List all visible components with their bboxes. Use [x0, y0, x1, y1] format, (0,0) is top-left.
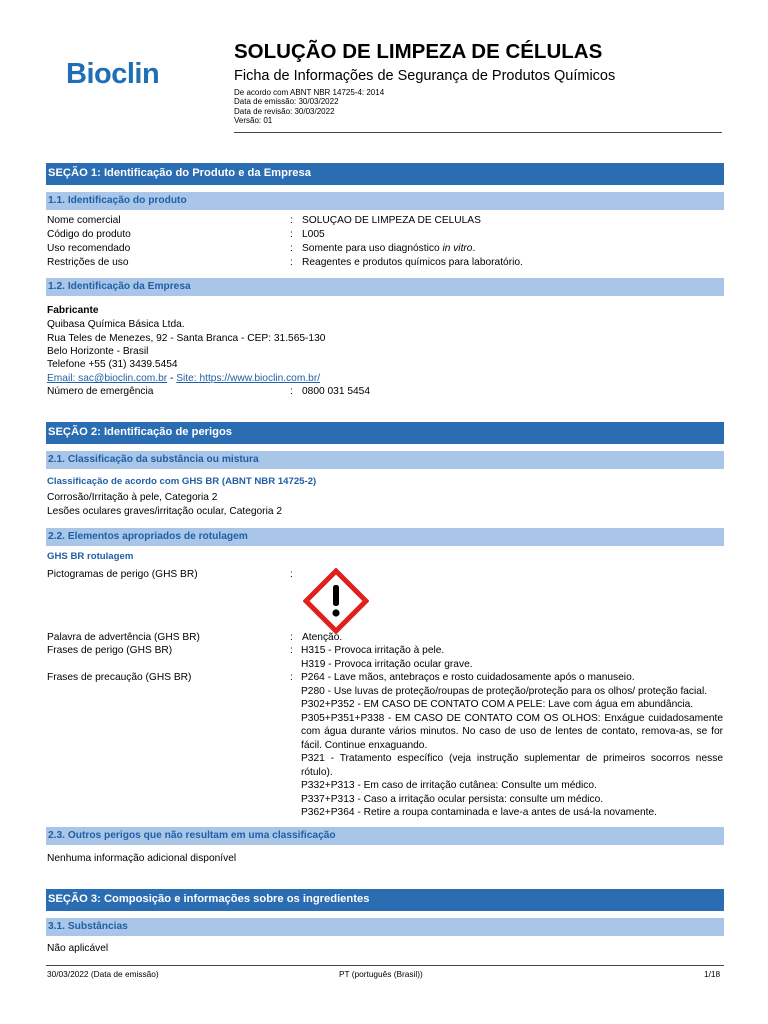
footer-issue-date: 30/03/2022 (Data de emissão)	[47, 969, 159, 979]
field-value: Reagentes e produtos químicos para laboratório.	[302, 257, 523, 268]
email-link[interactable]: Email: sac@bioclin.com.br	[47, 373, 168, 384]
field-label: Nome comercial	[47, 215, 121, 226]
hazard-statement: H319 - Provoca irritação ocular grave.	[301, 658, 473, 670]
field-label: Restrições de uso	[47, 257, 129, 268]
recommended-use-row	[47, 243, 723, 257]
field-label: Frases de precaução (GHS BR)	[47, 672, 192, 683]
site-link[interactable]: Site: https://www.bioclin.com.br/	[176, 373, 321, 384]
subsection-3-1-header: 3.1. Substâncias	[46, 918, 724, 936]
field-value: SOLUÇAO DE LIMPEZA DE CELULAS	[302, 215, 481, 226]
document-subtitle: Ficha de Informações de Segurança de Produtos Químicos	[234, 68, 616, 84]
precautionary-statements	[301, 671, 723, 820]
value-post: .	[472, 243, 476, 254]
meta-version: Versão: 01	[234, 115, 273, 125]
precaution-statement: P302+P352 - EM CASO DE CONTATO COM A PELE: Lave com água em abundância.	[301, 699, 694, 710]
field-colon: :	[290, 243, 293, 254]
product-name-row	[47, 215, 723, 229]
subsection-2-2-header: 2.2. Elementos apropriados de rotulagem	[46, 528, 724, 546]
section-3-header: SEÇÃO 3: Composição e informações sobre os ingredientes	[46, 889, 724, 911]
pictogram-row	[47, 569, 723, 583]
header-divider	[234, 132, 722, 133]
section-2-header: SEÇÃO 2: Identificação de perigos	[46, 422, 724, 444]
emergency-number-row	[47, 386, 723, 400]
ghs-labelling-heading: GHS BR rotulagem	[47, 551, 134, 562]
meta-standard: De acordo com ABNT NBR 14725-4: 2014	[234, 88, 385, 97]
precaution-statement: P337+P313 - Caso a irritação ocular persista: consulte um médico.	[301, 793, 604, 805]
classification-line: Corrosão/Irritação à pele, Categoria 2	[47, 492, 218, 503]
field-value: Atenção.	[302, 632, 343, 643]
field-colon: :	[290, 645, 293, 656]
field-label: Frases de perigo (GHS BR)	[47, 645, 173, 656]
precaution-statement: P321 - Tratamento específico (veja instrução suplementar de primeiros socorros nesse rótulo).	[301, 753, 723, 778]
field-value: 0800 031 5454	[302, 386, 370, 397]
precaution-statement: P332+P313 - Em caso de irritação cutânea: Consulte um médico.	[301, 780, 597, 791]
field-colon: :	[290, 386, 293, 397]
link-separator: -	[167, 373, 177, 384]
footer-page-number: 1/18	[704, 969, 721, 979]
document-title: SOLUÇÃO DE LIMPEZA DE CÉLULAS	[234, 40, 603, 63]
field-label: Código do produto	[47, 229, 131, 240]
subsection-2-1-header: 2.1. Classificação da substância ou mistura	[46, 451, 724, 469]
precaution-statement: P362+P364 - Retire a roupa contaminada e lave-a antes de usá-la novamente.	[301, 807, 657, 818]
precaution-statement: P305+P351+P338 - EM CASO DE CONTATO COM OS OLHOS: Enxágue cuidadosamente com água durante vários minutos. No caso de uso de lentes de contato, remova-as, se for fácil. Continue enxaguando.	[301, 712, 723, 751]
company-name: Quibasa Química Básica Ltda.	[47, 319, 185, 330]
document-meta	[234, 88, 384, 125]
footer-language: PT (português (Brasil))	[339, 969, 423, 979]
field-colon: :	[290, 569, 293, 580]
value-emphasis: in vitro	[442, 243, 473, 254]
field-label: Palavra de advertência (GHS BR)	[47, 632, 200, 643]
meta-issue-date: Data de emissão: 30/03/2022	[234, 97, 339, 107]
classification-heading: Classificação de acordo com GHS BR (ABNT NBR 14725-2)	[47, 476, 317, 487]
field-label: Número de emergência	[47, 386, 154, 397]
subsection-1-1-header: 1.1. Identificação do produto	[46, 192, 724, 210]
use-restrictions-row	[47, 257, 723, 271]
company-phone: Telefone +55 (31) 3439.5454	[47, 359, 178, 370]
hazard-statement: H315 - Provoca irritação à pele.	[301, 645, 445, 656]
precaution-statement: P280 - Use luvas de proteção/roupas de proteção/proteção para os olhos/ proteção facial.	[301, 685, 708, 697]
field-colon: :	[290, 215, 293, 226]
footer-divider	[46, 965, 724, 966]
product-code-row	[47, 229, 723, 243]
precaution-statement: P264 - Lave mãos, antebraços e rosto cuidadosamente após o manuseio.	[301, 672, 635, 683]
bioclin-logo: Bioclin	[66, 58, 160, 90]
contact-links	[47, 373, 320, 384]
value-pre: Somente para uso diagnóstico	[302, 243, 443, 254]
hazard-statements	[301, 644, 723, 671]
substances-text: Não aplicável	[47, 943, 109, 954]
section-1-header: SEÇÃO 1: Identificação do Produto e da Empresa	[46, 163, 724, 185]
company-address: Rua Teles de Menezes, 92 - Santa Branca - CEP: 31.565-130	[47, 333, 326, 344]
field-label: Pictogramas de perigo (GHS BR)	[47, 569, 198, 580]
field-value: L005	[302, 229, 325, 240]
field-value	[302, 243, 475, 254]
field-label: Uso recomendado	[47, 243, 131, 254]
other-hazards-text: Nenhuma informação adicional disponível	[47, 853, 237, 864]
meta-revision-date: Data de revisão: 30/03/2022	[234, 106, 335, 116]
exclamation-mark-icon	[303, 568, 369, 634]
field-colon: :	[290, 672, 293, 683]
field-colon: :	[290, 257, 293, 268]
classification-line: Lesões oculares graves/irritação ocular, Categoria 2	[47, 506, 283, 517]
subsection-2-3-header: 2.3. Outros perigos que não resultam em uma classificação	[46, 827, 724, 845]
company-city: Belo Horizonte - Brasil	[47, 346, 149, 357]
field-colon: :	[290, 229, 293, 240]
subsection-1-2-header: 1.2. Identificação da Empresa	[46, 278, 724, 296]
field-colon: :	[290, 632, 293, 643]
manufacturer-label: Fabricante	[47, 305, 99, 316]
